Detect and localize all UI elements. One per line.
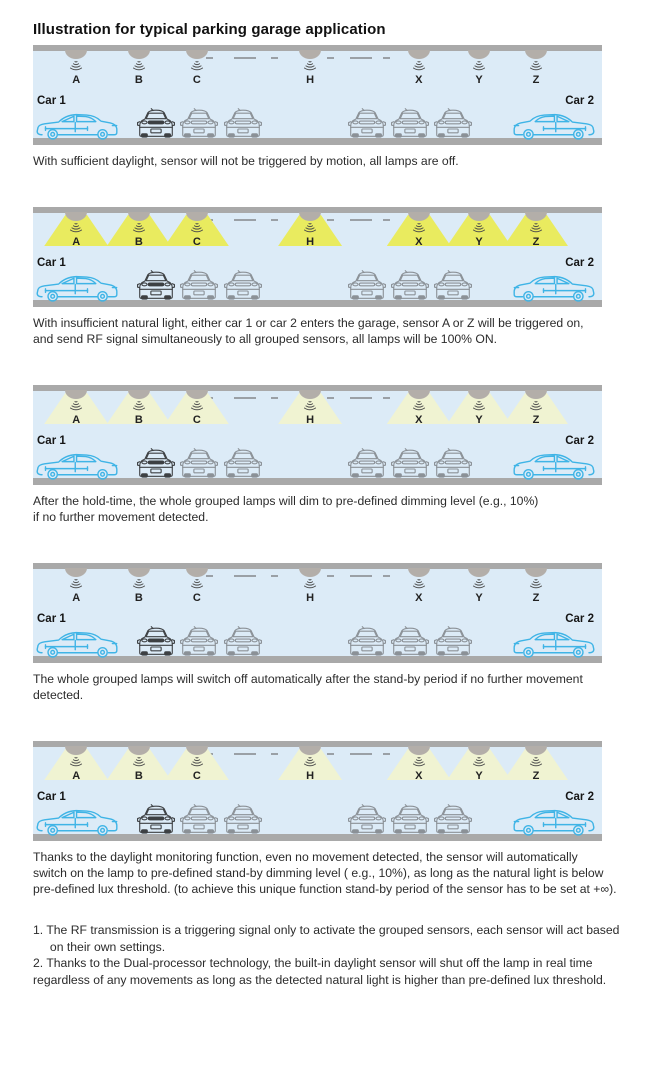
- continuation-dash: [383, 575, 390, 577]
- rf-signal-waves-icon: [522, 578, 550, 593]
- panels-container: [33, 45, 650, 897]
- ceiling-sensor-b: [107, 50, 171, 90]
- parked-car-front-icon: [347, 108, 387, 138]
- garage-diagram: [33, 385, 602, 485]
- sensor-label: Z: [532, 770, 540, 782]
- car2-label: Car 2: [565, 613, 594, 625]
- sensor-label: Y: [475, 770, 483, 782]
- ceiling-sensor-z: [504, 212, 568, 252]
- parked-car: [433, 804, 473, 834]
- car2: [512, 807, 596, 837]
- sensor-label: A: [72, 74, 81, 86]
- continuation-dash: [327, 753, 334, 755]
- footnote-2: 2. Thanks to the Dual-processor technology, the built-in daylight sensor will shut off the lamp in real time regardless of any movements as long as the detected natural light is higher than pre-defined lux threshold.: [33, 956, 607, 987]
- ceiling-sensor-a: [44, 746, 108, 786]
- garage-panel: [33, 45, 650, 169]
- parked-car: [136, 626, 176, 656]
- sensor-label: Y: [475, 236, 483, 248]
- ceiling-sensor-y: [447, 212, 511, 252]
- parked-car-front-icon: [136, 626, 176, 656]
- garage-diagram: [33, 45, 602, 145]
- car2-label: Car 2: [565, 791, 594, 803]
- sensor-dome-icon: [299, 50, 321, 59]
- continuation-dash: [271, 575, 278, 577]
- continuation-dash: [234, 397, 256, 399]
- rf-signal-waves-icon: [465, 60, 493, 75]
- rf-signal-waves-icon: [465, 400, 493, 415]
- car-side-icon: [512, 807, 596, 837]
- sensor-dome-icon: [65, 568, 87, 577]
- continuation-dash: [350, 575, 372, 577]
- car2-label: Car 2: [565, 95, 594, 107]
- rf-signal-waves-icon: [296, 400, 324, 415]
- parked-car-front-icon: [136, 270, 176, 300]
- sensor-label: X: [415, 770, 423, 782]
- parked-car: [433, 626, 473, 656]
- sensor-dome-icon: [299, 568, 321, 577]
- parked-car: [179, 626, 219, 656]
- car2-label: Car 2: [565, 257, 594, 269]
- continuation-dash: [383, 57, 390, 59]
- ceiling-sensor-a: [44, 212, 108, 252]
- parked-car-front-icon: [136, 108, 176, 138]
- sensor-label: H: [306, 592, 315, 604]
- car1-label: Car 1: [37, 435, 66, 447]
- sensor-dome-icon: [408, 50, 430, 59]
- ceiling-sensor-x: [387, 746, 451, 786]
- car1: [35, 273, 119, 303]
- parked-car-front-icon: [223, 626, 263, 656]
- ceiling-sensor-c: [165, 212, 229, 252]
- parked-car-front-icon: [433, 626, 473, 656]
- sensor-dome-icon: [525, 50, 547, 59]
- rf-signal-waves-icon: [125, 222, 153, 237]
- ceiling-sensor-a: [44, 50, 108, 90]
- parked-car-front-icon: [136, 804, 176, 834]
- parked-car: [347, 270, 387, 300]
- parked-car-front-icon: [433, 270, 473, 300]
- rf-signal-waves-icon: [62, 60, 90, 75]
- panel-caption: The whole grouped lamps will switch off automatically after the stand-by period if no further movement detected.: [33, 672, 583, 702]
- garage-panel: [33, 207, 650, 347]
- ceiling-sensor-z: [504, 568, 568, 608]
- ceiling-sensor-y: [447, 390, 511, 430]
- rf-signal-waves-icon: [465, 222, 493, 237]
- parked-car: [390, 804, 430, 834]
- rf-signal-waves-icon: [125, 400, 153, 415]
- parked-car: [223, 270, 263, 300]
- ceiling-sensor-c: [165, 50, 229, 90]
- panel-caption: Thanks to the daylight monitoring function, even no movement detected, the sensor will automatically switch on the lamp to pre-defined stand-by dimming level ( e.g., 10%), as long as the natural light is below pre-defined lux threshold. (to achieve this unique function stand-by period of the sensor has to be set at +∞).: [33, 850, 617, 896]
- continuation-dash: [234, 575, 256, 577]
- continuation-dash: [234, 219, 256, 221]
- car1-label: Car 1: [37, 257, 66, 269]
- rf-signal-waves-icon: [296, 756, 324, 771]
- parked-car: [390, 270, 430, 300]
- rf-signal-waves-icon: [125, 756, 153, 771]
- parked-car-front-icon: [179, 270, 219, 300]
- sensor-label: A: [72, 592, 81, 604]
- parked-car: [179, 804, 219, 834]
- sensor-label: Y: [475, 414, 483, 426]
- ceiling-sensor-x: [387, 50, 451, 90]
- ceiling-sensor-c: [165, 568, 229, 608]
- car-side-icon: [35, 629, 119, 659]
- sensor-label: H: [306, 414, 315, 426]
- sensor-label: Y: [475, 74, 483, 86]
- ceiling-sensor-c: [165, 390, 229, 430]
- parked-car-front-icon: [136, 448, 176, 478]
- parked-car-front-icon: [433, 804, 473, 834]
- sensor-label: C: [192, 74, 201, 86]
- rf-signal-waves-icon: [62, 756, 90, 771]
- parked-car-front-icon: [390, 448, 430, 478]
- car2: [512, 273, 596, 303]
- ceiling-sensor-h: [278, 212, 342, 252]
- continuation-dash: [327, 57, 334, 59]
- continuation-dash: [350, 397, 372, 399]
- rf-signal-waves-icon: [465, 578, 493, 593]
- sensor-dome-icon: [128, 50, 150, 59]
- ceiling-sensor-y: [447, 746, 511, 786]
- parked-car-front-icon: [223, 804, 263, 834]
- sensor-label: B: [134, 236, 143, 248]
- sensor-label: Z: [532, 74, 540, 86]
- ceiling-sensor-z: [504, 390, 568, 430]
- ceiling-sensor-x: [387, 212, 451, 252]
- continuation-dash: [327, 397, 334, 399]
- continuation-dash: [271, 57, 278, 59]
- sensor-label: A: [72, 414, 81, 426]
- sensor-dome-icon: [186, 50, 208, 59]
- sensor-label: A: [72, 236, 81, 248]
- ceiling-sensor-b: [107, 390, 171, 430]
- parked-car-front-icon: [179, 626, 219, 656]
- ceiling-sensor-h: [278, 390, 342, 430]
- car-side-icon: [35, 807, 119, 837]
- sensor-label: H: [306, 770, 315, 782]
- sensor-dome-icon: [525, 568, 547, 577]
- parked-car: [347, 804, 387, 834]
- parked-car-front-icon: [433, 448, 473, 478]
- footnote-1: 1. The RF transmission is a triggering signal only to activate the grouped sensors, each sensor will act based on their own settings.: [33, 923, 620, 954]
- sensor-label: H: [306, 236, 315, 248]
- continuation-dash: [206, 57, 213, 59]
- parked-car: [223, 804, 263, 834]
- sensor-label: X: [415, 414, 423, 426]
- ceiling-sensor-z: [504, 50, 568, 90]
- car-side-icon: [512, 273, 596, 303]
- rf-signal-waves-icon: [183, 756, 211, 771]
- panel-caption: With sufficient daylight, sensor will not be triggered by motion, all lamps are off.: [33, 154, 459, 168]
- sensor-label: X: [415, 74, 423, 86]
- parked-car: [390, 108, 430, 138]
- continuation-dash: [383, 753, 390, 755]
- sensor-dome-icon: [468, 50, 490, 59]
- sensor-dome-icon: [468, 568, 490, 577]
- parked-car: [179, 270, 219, 300]
- parked-car: [179, 108, 219, 138]
- sensor-label: Z: [532, 414, 540, 426]
- garage-diagram: [33, 741, 602, 841]
- sensor-label: B: [134, 74, 143, 86]
- garage-diagram: [33, 207, 602, 307]
- car1-label: Car 1: [37, 791, 66, 803]
- car1: [35, 629, 119, 659]
- garage-diagram: [33, 563, 602, 663]
- rf-signal-waves-icon: [405, 60, 433, 75]
- continuation-dash: [271, 219, 278, 221]
- parked-car: [347, 626, 387, 656]
- rf-signal-waves-icon: [183, 578, 211, 593]
- rf-signal-waves-icon: [522, 400, 550, 415]
- continuation-dash: [383, 219, 390, 221]
- sensor-label: C: [192, 770, 201, 782]
- parked-car-front-icon: [223, 108, 263, 138]
- garage-panel: [33, 563, 650, 703]
- parked-car-front-icon: [347, 270, 387, 300]
- rf-signal-waves-icon: [62, 578, 90, 593]
- rf-signal-waves-icon: [405, 756, 433, 771]
- parked-car-front-icon: [347, 804, 387, 834]
- continuation-dash: [234, 57, 256, 59]
- parked-car: [390, 448, 430, 478]
- car2-label: Car 2: [565, 435, 594, 447]
- continuation-dash: [350, 219, 372, 221]
- rf-signal-waves-icon: [183, 222, 211, 237]
- sensor-label: B: [134, 592, 143, 604]
- car2: [512, 111, 596, 141]
- car-side-icon: [35, 273, 119, 303]
- continuation-dash: [327, 219, 334, 221]
- car1-label: Car 1: [37, 613, 66, 625]
- parked-car: [433, 448, 473, 478]
- garage-panel: [33, 385, 650, 525]
- footnotes: [33, 922, 648, 988]
- car-side-icon: [512, 111, 596, 141]
- sensor-label: C: [192, 592, 201, 604]
- car-side-icon: [35, 451, 119, 481]
- sensor-label: Z: [532, 592, 540, 604]
- ceiling-sensor-y: [447, 568, 511, 608]
- ceiling-sensor-x: [387, 568, 451, 608]
- parked-car: [136, 448, 176, 478]
- parked-car-front-icon: [390, 626, 430, 656]
- parked-car-front-icon: [179, 804, 219, 834]
- panel-caption: With insufficient natural light, either car 1 or car 2 enters the garage, sensor A or Z will be triggered on, and send RF signal simultaneously to all grouped sensors, all lamps will be 100% ON.: [33, 316, 584, 346]
- sensor-label: Y: [475, 592, 483, 604]
- continuation-dash: [383, 397, 390, 399]
- sensor-label: B: [134, 414, 143, 426]
- ceiling-sensor-y: [447, 50, 511, 90]
- car-side-icon: [35, 111, 119, 141]
- sensor-dome-icon: [65, 50, 87, 59]
- parked-car-front-icon: [223, 270, 263, 300]
- sensor-label: A: [72, 770, 81, 782]
- continuation-dash: [271, 397, 278, 399]
- continuation-dash: [206, 575, 213, 577]
- ceiling-sensor-z: [504, 746, 568, 786]
- parked-car-front-icon: [390, 804, 430, 834]
- rf-signal-waves-icon: [183, 400, 211, 415]
- rf-signal-waves-icon: [296, 578, 324, 593]
- sensor-label: H: [306, 74, 315, 86]
- sensor-dome-icon: [408, 568, 430, 577]
- ceiling-sensor-b: [107, 212, 171, 252]
- sensor-label: X: [415, 236, 423, 248]
- parked-car: [390, 626, 430, 656]
- sensor-dome-icon: [128, 568, 150, 577]
- parked-car-front-icon: [347, 448, 387, 478]
- parked-car: [347, 108, 387, 138]
- ceiling-sensor-h: [278, 50, 342, 90]
- ceiling-sensor-b: [107, 746, 171, 786]
- sensor-label: C: [192, 236, 201, 248]
- continuation-dash: [271, 753, 278, 755]
- sensor-label: X: [415, 592, 423, 604]
- garage-panel: [33, 741, 650, 897]
- parked-car-front-icon: [390, 270, 430, 300]
- rf-signal-waves-icon: [62, 222, 90, 237]
- rf-signal-waves-icon: [183, 60, 211, 75]
- page-title: Illustration for typical parking garage application: [33, 21, 386, 38]
- ceiling-sensor-x: [387, 390, 451, 430]
- continuation-dash: [350, 753, 372, 755]
- ceiling-sensor-c: [165, 746, 229, 786]
- ceiling-sensor-a: [44, 568, 108, 608]
- car2: [512, 451, 596, 481]
- panel-caption: After the hold-time, the whole grouped lamps will dim to pre-defined dimming level (e.g., 10%) if no further movement detected.: [33, 494, 539, 524]
- car-side-icon: [512, 451, 596, 481]
- rf-signal-waves-icon: [296, 222, 324, 237]
- rf-signal-waves-icon: [125, 578, 153, 593]
- sensor-label: B: [134, 770, 143, 782]
- sensor-dome-icon: [186, 568, 208, 577]
- parked-car: [179, 448, 219, 478]
- parked-car-front-icon: [179, 108, 219, 138]
- parked-car: [223, 448, 263, 478]
- sensor-label: Z: [532, 236, 540, 248]
- parked-car: [223, 108, 263, 138]
- car1-label: Car 1: [37, 95, 66, 107]
- parked-car-front-icon: [390, 108, 430, 138]
- ceiling-sensor-a: [44, 390, 108, 430]
- rf-signal-waves-icon: [405, 578, 433, 593]
- parked-car: [223, 626, 263, 656]
- parked-car: [136, 270, 176, 300]
- parked-car: [136, 108, 176, 138]
- rf-signal-waves-icon: [522, 222, 550, 237]
- rf-signal-waves-icon: [62, 400, 90, 415]
- continuation-dash: [234, 753, 256, 755]
- parked-car-front-icon: [433, 108, 473, 138]
- car1: [35, 111, 119, 141]
- continuation-dash: [350, 57, 372, 59]
- parked-car: [433, 270, 473, 300]
- parked-car-front-icon: [347, 626, 387, 656]
- parked-car: [433, 108, 473, 138]
- rf-signal-waves-icon: [465, 756, 493, 771]
- rf-signal-waves-icon: [296, 60, 324, 75]
- parked-car: [136, 804, 176, 834]
- rf-signal-waves-icon: [522, 756, 550, 771]
- sensor-label: C: [192, 414, 201, 426]
- rf-signal-waves-icon: [522, 60, 550, 75]
- car2: [512, 629, 596, 659]
- rf-signal-waves-icon: [405, 400, 433, 415]
- ceiling-sensor-b: [107, 568, 171, 608]
- rf-signal-waves-icon: [405, 222, 433, 237]
- continuation-dash: [327, 575, 334, 577]
- parked-car-front-icon: [223, 448, 263, 478]
- parked-car: [347, 448, 387, 478]
- car-side-icon: [512, 629, 596, 659]
- rf-signal-waves-icon: [125, 60, 153, 75]
- ceiling-sensor-h: [278, 568, 342, 608]
- car1: [35, 807, 119, 837]
- parked-car-front-icon: [179, 448, 219, 478]
- car1: [35, 451, 119, 481]
- ceiling-sensor-h: [278, 746, 342, 786]
